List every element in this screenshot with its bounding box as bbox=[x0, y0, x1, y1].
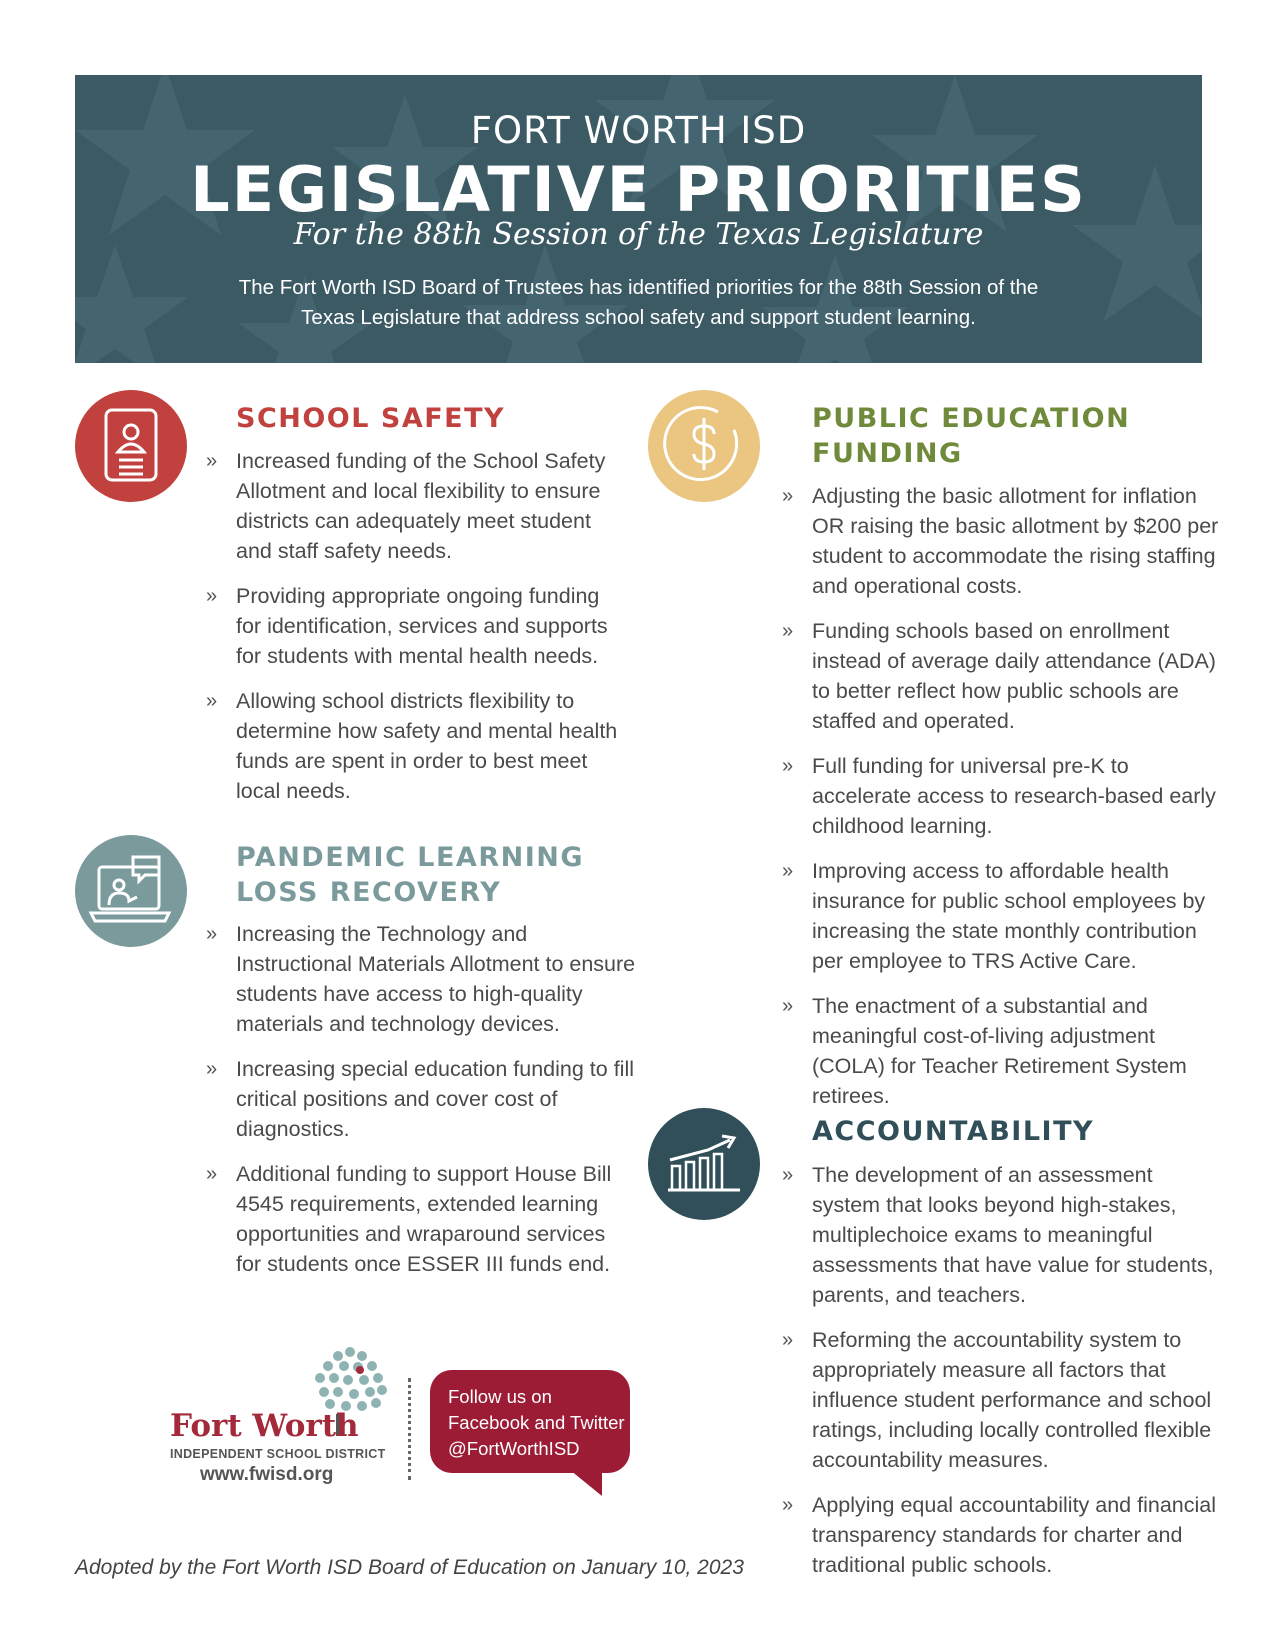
social-line-1: Follow us on bbox=[448, 1386, 552, 1407]
school-safety-list bbox=[206, 446, 626, 821]
list-item: » Applying equal accountability and financial transparency standards for charter and traditional public schools. bbox=[782, 1490, 1222, 1580]
list-item: » Adjusting the basic allotment for inflation OR raising the basic allotment by $200 per student to accommodate the rising staffing and operational costs. bbox=[782, 481, 1222, 601]
speech-bubble-tail-icon bbox=[570, 1470, 610, 1500]
list-item: » The development of an assessment system that looks beyond high-stakes, multiplechoice exams to meaningful assessments that have value for students, parents, and teachers. bbox=[782, 1160, 1222, 1310]
social-follow-text bbox=[448, 1384, 628, 1462]
logo-name: Fort Worth bbox=[170, 1408, 359, 1444]
list-item: » Additional funding to support House Bill 4545 requirements, extended learning opportunities and wraparound services for students once ESSER III funds end. bbox=[206, 1159, 636, 1279]
social-handle[interactable]: @FortWorthISD bbox=[448, 1438, 580, 1459]
page-subtitle: For the 88th Session of the Texas Legislature bbox=[293, 217, 984, 252]
bullet-icon: » bbox=[206, 1058, 218, 1080]
intro-line-2: Texas Legislature that address school safety and support student learning. bbox=[301, 306, 976, 329]
pandemic-heading-line-1: PANDEMIC LEARNING bbox=[236, 842, 585, 873]
bullet-icon: » bbox=[206, 1163, 218, 1185]
list-item: » Providing appropriate ongoing funding for identification, services and supports for students with mental health needs. bbox=[206, 581, 626, 671]
footer-divider bbox=[408, 1378, 411, 1480]
pandemic-list bbox=[206, 919, 636, 1294]
bullet-icon: » bbox=[782, 1164, 794, 1186]
funding-heading-line-1: PUBLIC EDUCATION bbox=[812, 403, 1131, 434]
intro-text bbox=[195, 273, 1082, 333]
list-item: » Increasing special education funding to fill critical positions and cover cost of diagnostics. bbox=[206, 1054, 636, 1144]
funding-list bbox=[782, 481, 1222, 1126]
funding-heading bbox=[812, 401, 1130, 471]
dollar-coin-icon bbox=[648, 390, 760, 502]
bullet-icon: » bbox=[782, 1329, 794, 1351]
bullet-icon: » bbox=[782, 620, 794, 642]
bullet-icon: » bbox=[782, 755, 794, 777]
laptop-learning-icon bbox=[75, 835, 187, 947]
list-item: » Full funding for universal pre-K to accelerate access to research-based early childhood learning. bbox=[782, 751, 1222, 841]
bullet-icon: » bbox=[782, 995, 794, 1017]
pandemic-heading-line-2: LOSS RECOVERY bbox=[236, 877, 502, 908]
pandemic-heading bbox=[236, 840, 584, 910]
logo-subtitle: INDEPENDENT SCHOOL DISTRICT bbox=[170, 1447, 386, 1461]
bullet-icon: » bbox=[782, 485, 794, 507]
bullet-icon: » bbox=[206, 450, 218, 472]
website-link[interactable]: www.fwisd.org bbox=[200, 1464, 334, 1485]
bullet-icon: » bbox=[782, 860, 794, 882]
bullet-icon: » bbox=[206, 690, 218, 712]
adopted-note: Adopted by the Fort Worth ISD Board of Education on January 10, 2023 bbox=[75, 1556, 744, 1579]
social-line-2: Facebook and Twitter bbox=[448, 1412, 625, 1433]
header-banner bbox=[75, 75, 1202, 363]
list-item: » Increasing the Technology and Instructional Materials Allotment to ensure students have access to high-quality materials and technology devices. bbox=[206, 919, 636, 1039]
school-safety-heading: SCHOOL SAFETY bbox=[236, 403, 506, 434]
id-badge-icon bbox=[75, 390, 187, 502]
pandemic-icon-circle bbox=[75, 835, 187, 947]
list-item: » Reforming the accountability system to appropriately measure all factors that influence student performance and school ratings, including locally controlled flexible accountability measures. bbox=[782, 1325, 1222, 1475]
list-item: » The enactment of a substantial and meaningful cost-of-living adjustment (COLA) for Teacher Retirement System retirees. bbox=[782, 991, 1222, 1111]
bar-chart-growth-icon bbox=[648, 1108, 760, 1220]
accountability-heading: ACCOUNTABILITY bbox=[812, 1116, 1095, 1147]
accountability-list bbox=[782, 1160, 1222, 1595]
funding-icon-circle bbox=[648, 390, 760, 502]
funding-heading-line-2: FUNDING bbox=[812, 438, 963, 469]
page-title: LEGISLATIVE PRIORITIES bbox=[190, 153, 1087, 226]
list-item: » Increased funding of the School Safety Allotment and local flexibility to ensure districts can adequately meet student and staff safety needs. bbox=[206, 446, 626, 566]
bullet-icon: » bbox=[782, 1494, 794, 1516]
accountability-icon-circle bbox=[648, 1108, 760, 1220]
list-item: » Improving access to affordable health insurance for public school employees by increasing the state monthly contribution per employee to TRS Active Care. bbox=[782, 856, 1222, 976]
bullet-icon: » bbox=[206, 923, 218, 945]
list-item: » Funding schools based on enrollment instead of average daily attendance (ADA) to better reflect how public schools are staffed and operated. bbox=[782, 616, 1222, 736]
intro-line-1: The Fort Worth ISD Board of Trustees has identified priorities for the 88th Session of the bbox=[238, 276, 1039, 299]
list-item: » Allowing school districts flexibility to determine how safety and mental health funds are spent in order to best meet local needs. bbox=[206, 686, 626, 806]
school-safety-icon-circle bbox=[75, 390, 187, 502]
org-title: FORT WORTH ISD bbox=[470, 109, 807, 152]
bullet-icon: » bbox=[206, 585, 218, 607]
